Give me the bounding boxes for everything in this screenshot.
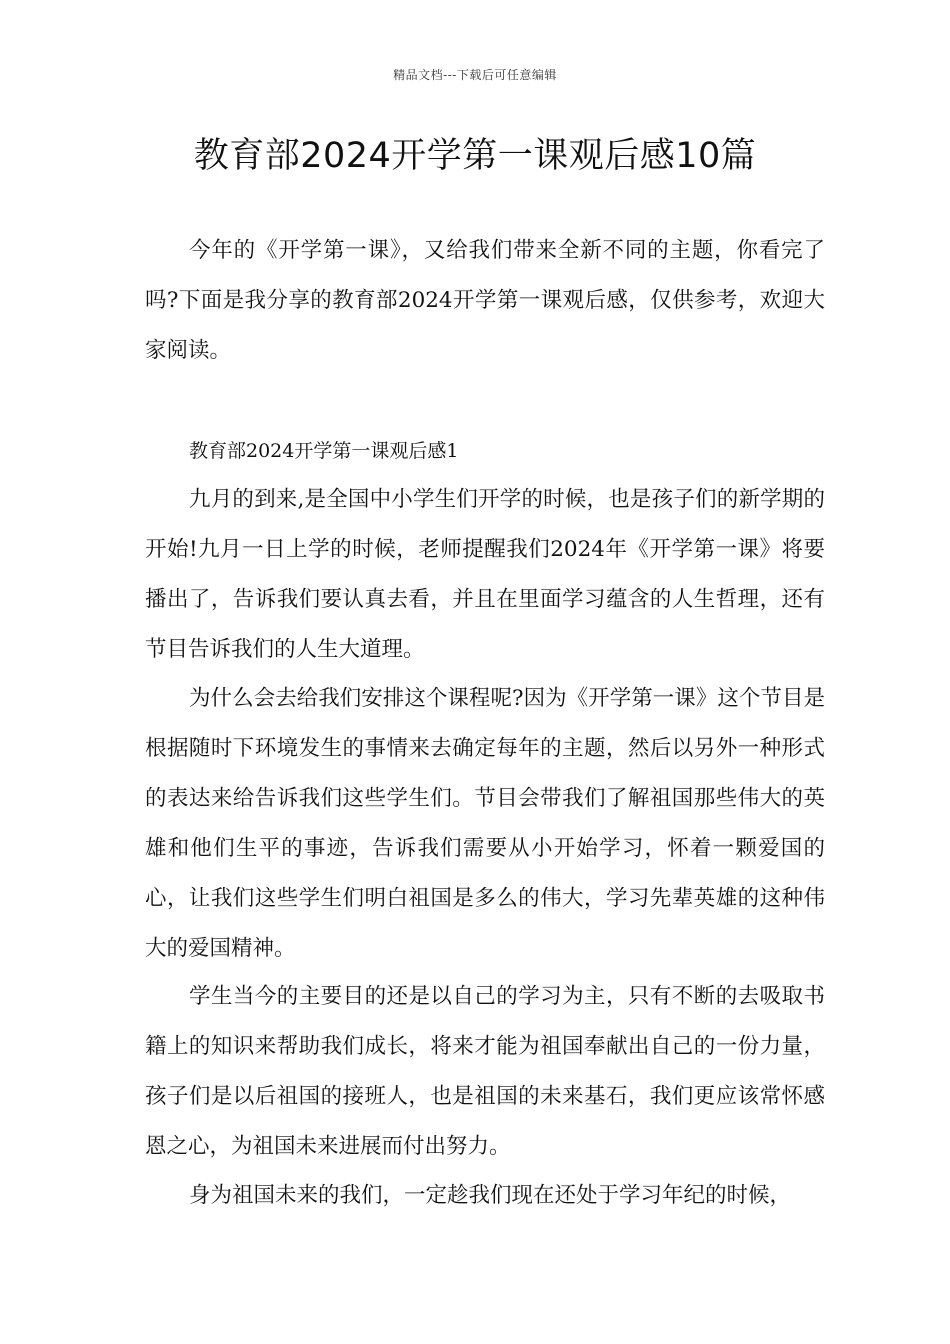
body-paragraph-2: 为什么会去给我们安排这个课程呢?因为《开学第一课》这个节目是根据随时下环境发生的事情来去确定每年的主题，然后以另外一种形式的表达来给告诉我们这些学生们。节目会带我们了解祖国那些伟大的英雄和他们生平的事迹，告诉我们需要从小开始学习，怀着一颗爱国的心，让我们这些学生们明白祖国是多么的伟大，学习先辈英雄的这种伟大的爱国精神。	[145, 686, 825, 961]
header-note: 精品文档---下载后可任意编辑	[393, 68, 557, 82]
body-paragraph-3: 学生当今的主要目的还是以自己的学习为主，只有不断的去吸取书籍上的知识来帮助我们成长，将来才能为祖国奉献出自己的一份力量，孩子们是以后祖国的接班人，也是祖国的未来基石，我们更应该常怀感恩之心，为祖国未来进展而付出努力。	[145, 984, 825, 1159]
intro-paragraph: 今年的《开学第一课》，又给我们带来全新不同的主题，你看完了吗?下面是我分享的教育部2024开学第一课观后感，仅供参考，欢迎大家阅读。	[145, 238, 825, 363]
body-paragraph-1: 九月的到来,是全国中小学生们开学的时候，也是孩子们的新学期的开始!九月一日上学的时候，老师提醒我们2024年《开学第一课》将要播出了，告诉我们要认真去看，并且在里面学习蕴含的人生哲理，还有节目告诉我们的人生大道理。	[145, 487, 825, 662]
body-paragraph-4: 身为祖国未来的我们，一定趁我们现在还处于学习年纪的时候，	[189, 1183, 792, 1208]
document-title: 教育部2024开学第一课观后感10篇	[193, 136, 757, 176]
section-heading: 教育部2024开学第一课观后感1	[189, 440, 459, 462]
